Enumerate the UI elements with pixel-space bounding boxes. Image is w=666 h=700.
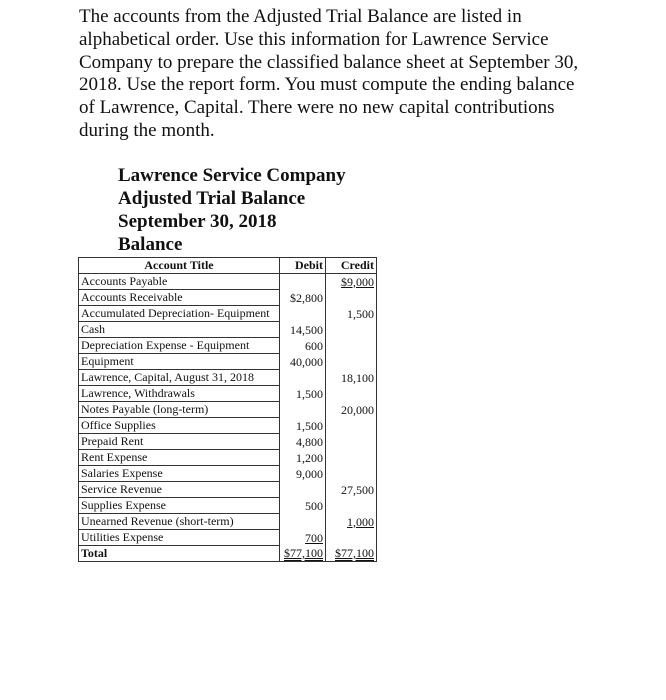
- table-row: [79, 306, 377, 322]
- debit-amount: $2,800: [280, 290, 326, 306]
- table-row: [79, 322, 377, 338]
- total-row: [79, 546, 377, 562]
- total-label: Total: [79, 546, 280, 562]
- debit-amount: 9,000: [280, 466, 326, 482]
- account-title: Office Supplies: [79, 418, 280, 434]
- account-title: Supplies Expense: [79, 498, 280, 514]
- credit-amount: 27,500: [326, 482, 377, 498]
- report-date: September 30, 2018: [118, 211, 277, 232]
- debit-amount: 1,500: [280, 386, 326, 402]
- debit-amount: 500: [280, 498, 326, 514]
- credit-amount: [326, 434, 377, 450]
- account-title: Accounts Receivable: [79, 290, 280, 306]
- table-row: [79, 354, 377, 370]
- table-header-row: [79, 258, 377, 274]
- total-debit: [280, 546, 326, 562]
- debit-value: 700: [305, 530, 323, 545]
- credit-amount: [326, 530, 377, 546]
- debit-amount: 40,000: [280, 354, 326, 370]
- debit-amount: [280, 482, 326, 498]
- debit-amount: [280, 530, 326, 546]
- debit-amount: 4,800: [280, 434, 326, 450]
- credit-amount: [326, 418, 377, 434]
- table-row: [79, 514, 377, 530]
- trial-balance-table: [78, 257, 377, 562]
- account-title: Equipment: [79, 354, 280, 370]
- table-row: [79, 370, 377, 386]
- table-row: [79, 402, 377, 418]
- table-row: [79, 418, 377, 434]
- table-row: [79, 290, 377, 306]
- company-name: Lawrence Service Company: [118, 165, 346, 186]
- credit-amount: 1,500: [326, 306, 377, 322]
- credit-amount: [326, 466, 377, 482]
- credit-amount: [326, 322, 377, 338]
- report-heading: [118, 164, 346, 256]
- table-row: [79, 274, 377, 290]
- table-row: [79, 450, 377, 466]
- credit-amount: [326, 450, 377, 466]
- debit-amount: [280, 274, 326, 290]
- account-title: Rent Expense: [79, 450, 280, 466]
- table-row: [79, 482, 377, 498]
- account-title: Depreciation Expense - Equipment: [79, 338, 280, 354]
- account-title: Unearned Revenue (short-term): [79, 514, 280, 530]
- credit-amount: [326, 514, 377, 530]
- debit-amount: [280, 402, 326, 418]
- table-row: [79, 466, 377, 482]
- account-title: Cash: [79, 322, 280, 338]
- header-debit: Debit: [280, 258, 326, 274]
- debit-amount: [280, 306, 326, 322]
- account-title: Lawrence, Withdrawals: [79, 386, 280, 402]
- account-title: Utilities Expense: [79, 530, 280, 546]
- debit-amount: 1,500: [280, 418, 326, 434]
- credit-amount: [326, 354, 377, 370]
- table-row: [79, 530, 377, 546]
- credit-amount: [326, 274, 377, 290]
- credit-value: 1,000: [347, 514, 374, 529]
- total-credit-value: $77,100: [335, 546, 374, 560]
- account-title: Service Revenue: [79, 482, 280, 498]
- account-title: Notes Payable (long-term): [79, 402, 280, 418]
- debit-amount: 14,500: [280, 322, 326, 338]
- header-credit: Credit: [326, 258, 377, 274]
- table-row: [79, 434, 377, 450]
- credit-amount: [326, 338, 377, 354]
- debit-amount: [280, 370, 326, 386]
- account-title: Salaries Expense: [79, 466, 280, 482]
- table-row: [79, 498, 377, 514]
- table-row: [79, 338, 377, 354]
- credit-amount: [326, 290, 377, 306]
- credit-amount: 18,100: [326, 370, 377, 386]
- account-title: Accumulated Depreciation- Equipment: [79, 306, 280, 322]
- total-debit-value: $77,100: [284, 546, 323, 560]
- credit-value: $9,000: [341, 274, 374, 289]
- table-row: [79, 386, 377, 402]
- problem-instructions: The accounts from the Adjusted Trial Balance are listed in alphabetical order. Use this information for Lawrence Service Company to prepare the classified balance sheet at September 30, 2018. Use the report form. You must compute the ending balance of Lawrence, Capital. There were no new capital contributions during the month.: [79, 6, 579, 141]
- debit-amount: [280, 514, 326, 530]
- credit-amount: [326, 386, 377, 402]
- account-title: Prepaid Rent: [79, 434, 280, 450]
- credit-amount: [326, 498, 377, 514]
- report-title: Adjusted Trial Balance: [118, 188, 306, 209]
- report-subtitle: Balance: [118, 234, 183, 255]
- debit-amount: 1,200: [280, 450, 326, 466]
- account-title: Lawrence, Capital, August 31, 2018: [79, 370, 280, 386]
- total-credit: [326, 546, 377, 562]
- account-title: Accounts Payable: [79, 274, 280, 290]
- header-account-title: Account Title: [79, 258, 280, 274]
- credit-amount: 20,000: [326, 402, 377, 418]
- debit-amount: 600: [280, 338, 326, 354]
